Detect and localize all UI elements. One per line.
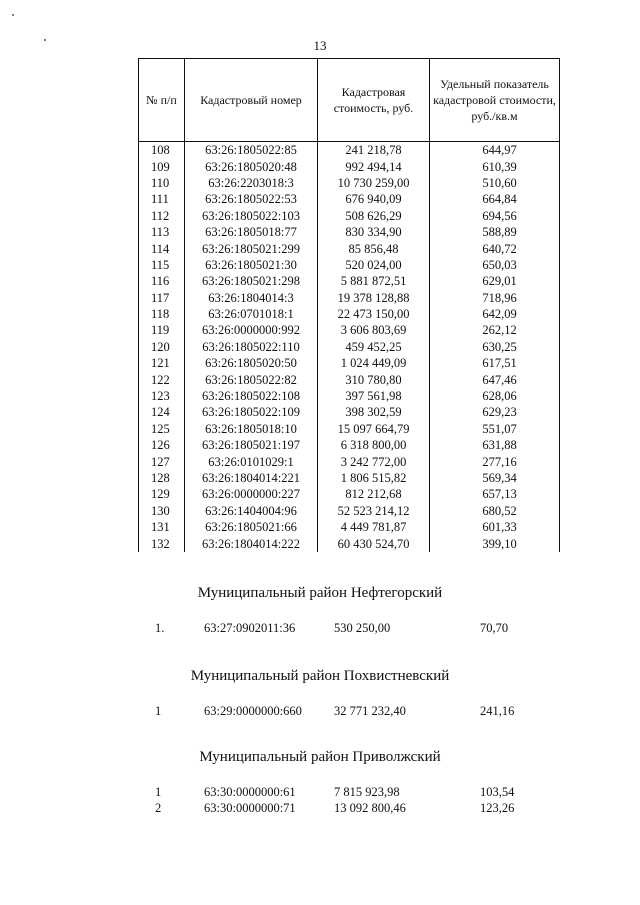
- row-specific-indicator: 640,72: [430, 240, 560, 256]
- table-row: [139, 371, 560, 387]
- table-row: [139, 158, 560, 174]
- table-row: [139, 191, 560, 207]
- table-row: [139, 453, 560, 469]
- row-cadastral-number: 63:26:0701018:1: [185, 306, 318, 322]
- row-cadastral-number: 63:26:1805018:10: [185, 421, 318, 437]
- table-row: [139, 240, 560, 256]
- table-row: [139, 306, 560, 322]
- row-number: 122: [139, 371, 185, 387]
- table-row: [139, 486, 560, 502]
- row-cadastral-value: 310 780,80: [318, 371, 430, 387]
- table-row: [139, 503, 560, 519]
- row-specific-indicator: 694,56: [430, 208, 560, 224]
- table-row: [139, 208, 560, 224]
- row-specific-indicator: 103,54: [480, 785, 515, 799]
- row-cadastral-number: 63:26:1805022:85: [185, 142, 318, 159]
- row-cadastral-number: 63:26:1805022:82: [185, 371, 318, 387]
- row-specific-indicator: 644,97: [430, 142, 560, 159]
- table-row: [139, 470, 560, 486]
- row-cadastral-number: 63:26:1805021:30: [185, 257, 318, 273]
- row-number: 111: [139, 191, 185, 207]
- row-specific-indicator: 241,16: [480, 704, 515, 718]
- row-number: 120: [139, 339, 185, 355]
- row-number: 128: [139, 470, 185, 486]
- row-cadastral-value: 7 815 923,98: [334, 785, 400, 799]
- row-cadastral-number: 63:26:1804014:3: [185, 290, 318, 306]
- row-cadastral-number: 63:26:1805021:197: [185, 437, 318, 453]
- row-cadastral-number: 63:26:1805018:77: [185, 224, 318, 240]
- row-specific-indicator: 277,16: [430, 453, 560, 469]
- row-cadastral-number: 63:27:0902011:36: [204, 621, 296, 635]
- header-specific-indicator: Удельный показатель кадастровой стоимости, руб./кв.м: [430, 59, 560, 142]
- row-cadastral-value: 6 318 800,00: [318, 437, 430, 453]
- row-cadastral-value: 398 302,59: [318, 404, 430, 420]
- row-cadastral-number: 63:26:2203018:3: [185, 175, 318, 191]
- row-cadastral-number: 63:26:0101029:1: [185, 453, 318, 469]
- row-number: 126: [139, 437, 185, 453]
- row-specific-indicator: 551,07: [430, 421, 560, 437]
- table-row: [139, 339, 560, 355]
- row-number: 2: [155, 801, 162, 815]
- table-row: [139, 290, 560, 306]
- row-cadastral-value: 3 242 772,00: [318, 453, 430, 469]
- row-number: 130: [139, 503, 185, 519]
- row-cadastral-value: 1 806 515,82: [318, 470, 430, 486]
- list-item: [0, 784, 640, 800]
- section-title: Муниципальный район Приволжский: [199, 749, 441, 765]
- row-cadastral-number: 63:26:1804014:221: [185, 470, 318, 486]
- row-specific-indicator: 123,26: [480, 801, 515, 815]
- row-cadastral-number: 63:26:1805022:53: [185, 191, 318, 207]
- row-cadastral-value: 22 473 150,00: [318, 306, 430, 322]
- row-number: 108: [139, 142, 185, 159]
- cadastral-value-table: [138, 58, 560, 552]
- row-number: 1.: [155, 621, 165, 635]
- list-item: [0, 800, 640, 816]
- row-number: 114: [139, 240, 185, 256]
- row-specific-indicator: 680,52: [430, 503, 560, 519]
- row-specific-indicator: 718,96: [430, 290, 560, 306]
- row-cadastral-number: 63:30:0000000:61: [204, 785, 296, 799]
- row-cadastral-value: 4 449 781,87: [318, 519, 430, 535]
- row-specific-indicator: 629,01: [430, 273, 560, 289]
- row-number: 123: [139, 388, 185, 404]
- row-cadastral-value: 85 856,48: [318, 240, 430, 256]
- row-cadastral-number: 63:30:0000000:71: [204, 801, 296, 815]
- row-cadastral-value: 508 626,29: [318, 208, 430, 224]
- row-cadastral-value: 1 024 449,09: [318, 355, 430, 371]
- row-cadastral-number: 63:26:1805022:108: [185, 388, 318, 404]
- row-specific-indicator: 262,12: [430, 322, 560, 338]
- row-number: 116: [139, 273, 185, 289]
- row-cadastral-number: 63:26:1805022:109: [185, 404, 318, 420]
- row-cadastral-number: 63:26:0000000:227: [185, 486, 318, 502]
- row-cadastral-number: 63:26:1805020:48: [185, 158, 318, 174]
- table-row: [139, 421, 560, 437]
- row-cadastral-number: 63:26:1805020:50: [185, 355, 318, 371]
- row-specific-indicator: 569,34: [430, 470, 560, 486]
- row-specific-indicator: 628,06: [430, 388, 560, 404]
- table-row: [139, 175, 560, 191]
- header-cadastral-number: Кадастровый номер: [185, 59, 318, 142]
- row-number: 118: [139, 306, 185, 322]
- header-cadastral-value: Кадастровая стоимость, руб.: [318, 59, 430, 142]
- table-row: [139, 257, 560, 273]
- row-cadastral-value: 992 494,14: [318, 158, 430, 174]
- row-cadastral-value: 32 771 232,40: [334, 704, 406, 718]
- row-cadastral-value: 830 334,90: [318, 224, 430, 240]
- row-specific-indicator: 399,10: [430, 535, 560, 551]
- row-cadastral-value: 19 378 128,88: [318, 290, 430, 306]
- table-header-row: [139, 59, 560, 142]
- row-cadastral-number: 63:26:1805021:298: [185, 273, 318, 289]
- row-number: 119: [139, 322, 185, 338]
- row-cadastral-number: 63:26:1805021:66: [185, 519, 318, 535]
- table-row: [139, 519, 560, 535]
- row-number: 121: [139, 355, 185, 371]
- row-number: 124: [139, 404, 185, 420]
- row-number: 127: [139, 453, 185, 469]
- row-specific-indicator: 601,33: [430, 519, 560, 535]
- row-cadastral-value: 13 092 800,46: [334, 801, 406, 815]
- row-number: 115: [139, 257, 185, 273]
- row-cadastral-value: 60 430 524,70: [318, 535, 430, 551]
- row-number: 1: [155, 785, 162, 799]
- section-title: Муниципальный район Нефтегорский: [197, 585, 443, 601]
- table-row: [139, 322, 560, 338]
- row-cadastral-value: 459 452,25: [318, 339, 430, 355]
- row-cadastral-number: 63:26:1805022:110: [185, 339, 318, 355]
- row-number: 112: [139, 208, 185, 224]
- row-cadastral-value: 3 606 803,69: [318, 322, 430, 338]
- table-row: [139, 224, 560, 240]
- row-specific-indicator: 70,70: [480, 621, 509, 635]
- row-number: 109: [139, 158, 185, 174]
- table-row: [139, 404, 560, 420]
- row-number: 113: [139, 224, 185, 240]
- row-cadastral-number: 63:26:1805021:299: [185, 240, 318, 256]
- table-row: [139, 355, 560, 371]
- row-number: 129: [139, 486, 185, 502]
- section-title: Муниципальный район Похвистневский: [190, 668, 450, 684]
- row-cadastral-value: 15 097 664,79: [318, 421, 430, 437]
- row-specific-indicator: 610,39: [430, 158, 560, 174]
- row-specific-indicator: 647,46: [430, 371, 560, 387]
- row-cadastral-value: 241 218,78: [318, 142, 430, 159]
- row-specific-indicator: 588,89: [430, 224, 560, 240]
- row-cadastral-number: 63:26:1404004:96: [185, 503, 318, 519]
- row-cadastral-value: 520 024,00: [318, 257, 430, 273]
- table-row: [139, 388, 560, 404]
- row-cadastral-value: 397 561,98: [318, 388, 430, 404]
- row-cadastral-value: 530 250,00: [334, 621, 391, 635]
- list-item: [0, 703, 640, 719]
- table-row: [139, 273, 560, 289]
- row-specific-indicator: 657,13: [430, 486, 560, 502]
- row-specific-indicator: 650,03: [430, 257, 560, 273]
- list-item: [0, 620, 640, 636]
- row-specific-indicator: 630,25: [430, 339, 560, 355]
- row-number: 110: [139, 175, 185, 191]
- row-cadastral-number: 63:29:0000000:660: [204, 704, 302, 718]
- row-number: 1: [155, 704, 162, 718]
- row-cadastral-value: 52 523 214,12: [318, 503, 430, 519]
- row-specific-indicator: 642,09: [430, 306, 560, 322]
- row-specific-indicator: 617,51: [430, 355, 560, 371]
- header-num: № п/п: [139, 59, 185, 142]
- row-cadastral-value: 10 730 259,00: [318, 175, 430, 191]
- row-cadastral-number: 63:26:1804014:222: [185, 535, 318, 551]
- row-specific-indicator: 631,88: [430, 437, 560, 453]
- row-cadastral-number: 63:26:1805022:103: [185, 208, 318, 224]
- row-cadastral-value: 5 881 872,51: [318, 273, 430, 289]
- row-number: 131: [139, 519, 185, 535]
- row-cadastral-value: 676 940,09: [318, 191, 430, 207]
- page-number: 13: [313, 38, 327, 53]
- table-row: [139, 437, 560, 453]
- row-specific-indicator: 510,60: [430, 175, 560, 191]
- row-number: 125: [139, 421, 185, 437]
- scan-speck: [12, 14, 14, 16]
- row-cadastral-number: 63:26:0000000:992: [185, 322, 318, 338]
- row-specific-indicator: 629,23: [430, 404, 560, 420]
- row-number: 132: [139, 535, 185, 551]
- row-cadastral-value: 812 212,68: [318, 486, 430, 502]
- table-body: [139, 142, 560, 552]
- table-row: [139, 535, 560, 551]
- row-specific-indicator: 664,84: [430, 191, 560, 207]
- row-number: 117: [139, 290, 185, 306]
- table-row: [139, 142, 560, 159]
